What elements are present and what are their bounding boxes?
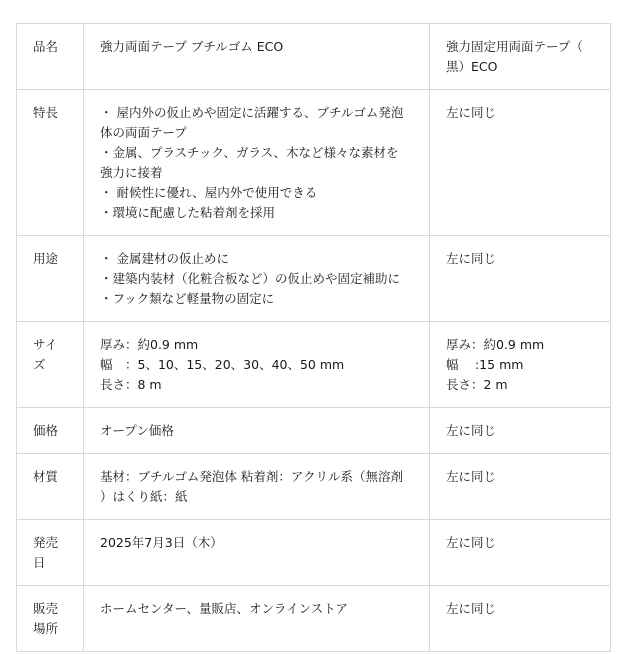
row-label: 販売 場所 [17, 586, 84, 652]
row-label: サイ ズ [17, 322, 84, 408]
value-col1: 強力両面テープ ブチルゴム ECO [84, 24, 430, 90]
value-col2: 左に同じ [430, 586, 611, 652]
spec-table [16, 23, 611, 652]
value-col1: ・ 屋内外の仮止めや固定に活躍する、ブチルゴム発泡 体の両面テープ ・金属、プラスチック、ガラス、木など様々な素材を 強力に接着 ・ 耐候性に優れ、屋内外で使用できる ・環境に配慮した粘着剤を採用 [84, 90, 430, 236]
value-col2: 強力固定用両面テープ（ 黒）ECO [430, 24, 611, 90]
row-label: 特長 [17, 90, 84, 236]
row-label: 発売 日 [17, 520, 84, 586]
row-size [17, 322, 611, 408]
row-price [17, 408, 611, 454]
row-label: 価格 [17, 408, 84, 454]
value-col2: 左に同じ [430, 520, 611, 586]
row-usage [17, 236, 611, 322]
value-col2: 左に同じ [430, 90, 611, 236]
value-col1: ・ 金属建材の仮止めに ・建築内装材（化粧合板など）の仮止めや固定補助に ・フック類など軽量物の固定に [84, 236, 430, 322]
value-col2: 厚み：約0.9 mm 幅 :15 mm 長さ：2 m [430, 322, 611, 408]
row-release-date [17, 520, 611, 586]
value-col2: 左に同じ [430, 454, 611, 520]
value-col2: 左に同じ [430, 408, 611, 454]
row-label: 用途 [17, 236, 84, 322]
row-label: 品名 [17, 24, 84, 90]
value-col1: 基材：ブチルゴム発泡体 粘着剤：アクリル系（無溶剤 ）はくり紙：紙 [84, 454, 430, 520]
value-col1: オープン価格 [84, 408, 430, 454]
row-features [17, 90, 611, 236]
row-sales-location [17, 586, 611, 652]
value-col2: 左に同じ [430, 236, 611, 322]
row-label: 材質 [17, 454, 84, 520]
row-product-name [17, 24, 611, 90]
value-col1: 厚み：約0.9 mm 幅 ：5、10、15、20、30、40、50 mm 長さ：8 m [84, 322, 430, 408]
value-col1: ホームセンター、量販店、オンラインストア [84, 586, 430, 652]
row-material [17, 454, 611, 520]
value-col1: 2025年7月3日（木） [84, 520, 430, 586]
